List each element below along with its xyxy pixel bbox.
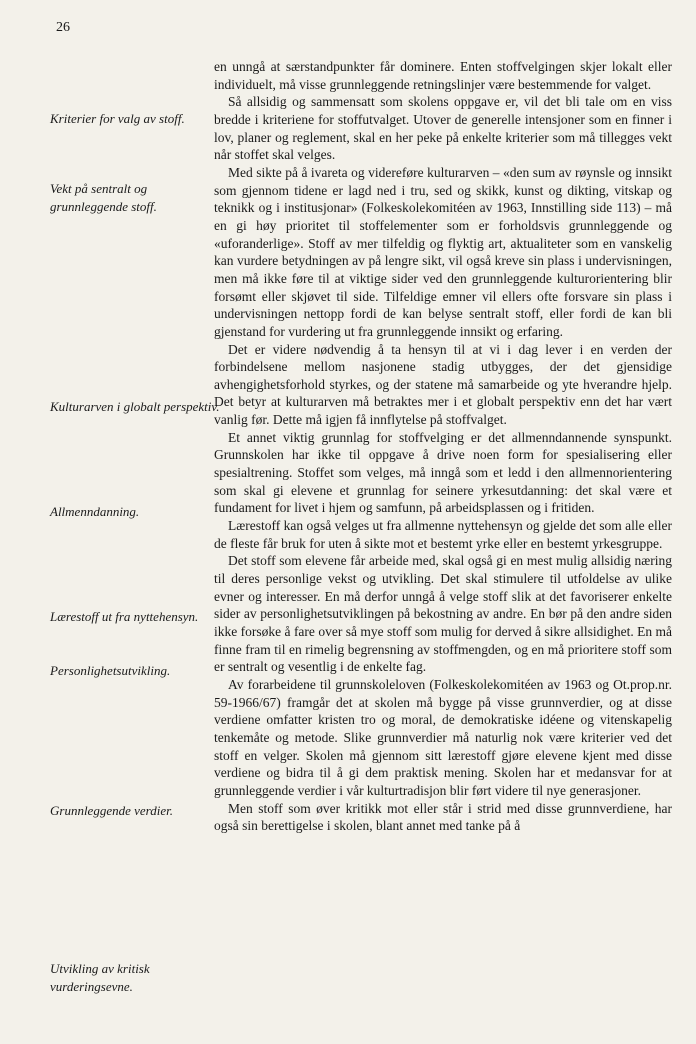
margin-note-kriterier: Kriterier for valg av stoff. (50, 111, 185, 126)
paragraph: Det er videre nødvendig å ta hensyn til at vi i dag lever i en verden der forbindelsene mellom nasjonene stadig utbygges, der det gjensidige avhengighetsforhold styrkes, og der statene må samarbeide og yte hverandre hjelp. Det betyr at kulturarven må betraktes mer i et globalt perspektiv enn det har vært vanlig før. Dette må igjen få innflytelse på stoffvalget. (214, 341, 672, 428)
page-number: 26 (56, 20, 70, 35)
margin-note-personlighet: Personlighetsutvikling. (50, 663, 171, 678)
margin-notes (0, 0, 220, 1044)
body-text (214, 58, 672, 835)
margin-note-verdier: Grunnleggende verdier. (50, 803, 173, 818)
paragraph: Det stoff som elevene får arbeide med, skal også gi en mest mulig allsidig næring til deres personlige vekst og utvikling. Det skal stimulere til utfoldelse av ulike evner og interesser. En må derfor unngå å velge stoff slik at det favoriserer enkelte sider av personlighetsutviklingen på bekostning av andre. En bør på den andre siden ikke forsøke å fare over så mye stoff som mulig for derved å sikre allsidighet. En må finne fram til en rimelig begrensning av stoffmengden, og en må prioritere stoff som er sentralt og vesentlig i de enkelte fag. (214, 553, 672, 675)
margin-note-allmenndanning: Allmenndanning. (50, 504, 140, 519)
paragraph: Men stoff som øver kritikk mot eller står i strid med disse grunnverdiene, har også sin berettigelse i skolen, blant annet med tanke på å (214, 800, 672, 834)
paragraph: Et annet viktig grunnlag for stoffvelging er det allmenndannende synspunkt. Grunnskolen har ikke til oppgave å drive noen form for spesialisering eller spesialtrening. Stoffet som velges, må inngå som et ledd i den allmennorientering som skal gi elevene et grunnlag for seinere yrkesutdanning: det skal være et fundament for livet i hjem og samfunn, på arbeidsplassen og i fritiden. (214, 429, 672, 516)
paragraph: Med sikte på å ivareta og videreføre kulturarven – «den sum av røynsle og innsikt som gjennom tidene er lagd ned i tru, sed og skikk, kunst og dikting, vitskap og teknikk og i institusjonar» (Folkeskolekomitéen av 1963, Innstilling side 113) – må en gi høy prioritet til stoffelementer som er forholdsvis grunnleggende og «uforanderlige». Stoff av mer tilfeldig og flyktig art, aktualiteter som en vanskelig kan vurdere betydningen av på lengre sikt, vil også kreve sin plass i undervisningen, men må ikke føre til at viktige sider ved den grunnleggende kulturorientering blir forsømt eller skjøvet til side. Tilfeldige emner vil ellers ofte forsvare sin plass i undervisningen nettopp fordi de kan belyse sentralt stoff, eller fordi de kan bli gjenstand for vurdering ut fra grunnleggende innsikt og erfaring. (214, 164, 672, 339)
paragraph: Så allsidig og sammensatt som skolens oppgave er, vil det bli tale om en viss bredde i kriteriene for stoffutvalget. Utover de generelle intensjoner som en finner i lov, planer og reglement, skal en her peke på enkelte kriterier som må tillegges vekt når stoffet skal velges. (214, 94, 672, 163)
paragraph: Lærestoff kan også velges ut fra allmenne nyttehensyn og gjelde det som alle eller de fleste får bruk for uten å sikte mot et bestemt yrke eller en bestemt yrkesgruppe. (214, 518, 672, 551)
margin-note-kritisk: Utvikling av kritisk vurderingsevne. (50, 961, 150, 994)
margin-note-kulturarven: Kulturarven i globalt perspektiv. (50, 399, 220, 414)
margin-note-laerestoff: Lærestoff ut fra nyttehensyn. (50, 609, 199, 624)
paragraph: Av forarbeidene til grunnskoleloven (Folkeskolekomitéen av 1963 og Ot.prop.nr. 59-1966/67) framgår det at skolen må bygge på visse grunnverdier, og at disse verdiene omfatter kristen tro og moral, de demokratiske idéene og vitenskapelig tenkemåte og metode. Slike grunnverdier må naturlig nok være kriterier ved det stoff en velger. Skolen må gjennom sitt lærestoff gjøre elevene kjent med disse verdiene og bidra til å gi dem praktisk mening. Skolen har et medansvar for at grunnleggende verdier i vår kulturtradisjon blir ført videre til nye generasjoner. (214, 676, 672, 798)
margin-note-vekt: Vekt på sentralt og grunnleggende stoff. (50, 181, 157, 214)
paragraph: en unngå at særstandpunkter får dominere. Enten stoffvelgingen skjer lokalt eller individuelt, må visse grunnleggende retningslinjer være bestemmende for valget. (214, 59, 672, 92)
